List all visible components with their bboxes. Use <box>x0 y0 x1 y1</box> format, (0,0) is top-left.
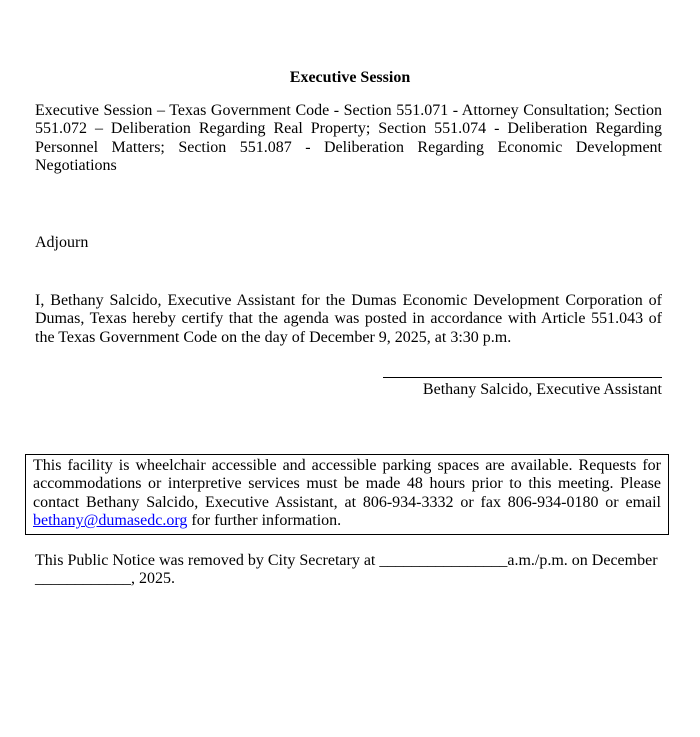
accessibility-notice-box <box>25 454 669 535</box>
accessibility-notice-text-after: for further information. <box>187 512 342 530</box>
page-title: Executive Session <box>289 69 411 86</box>
removal-notice-paragraph <box>35 552 662 589</box>
time-blank-line: ________________ <box>379 552 508 569</box>
removal-notice-text-middle: a.m./p.m. on December <box>507 552 658 569</box>
signature-block <box>383 377 662 399</box>
removal-notice-text: This Public Notice was removed by City Secretary at <box>35 552 380 569</box>
accessibility-notice-text: This facility is wheelchair accessible and accessible parking spaces are available. Requests for accommodations or interpretive services must be made 48 hours prior to this meeting. Please contact Bethany Salcido, Executive Assistant, at 806-934-3332 or fax 806-934-0180 or email <box>33 457 661 511</box>
removal-notice-text-end: , 2025. <box>131 570 175 588</box>
adjourn-heading: Adjourn <box>35 234 89 251</box>
date-blank-line: ____________ <box>35 570 131 588</box>
signature-name-label: Bethany Salcido, Executive Assistant <box>422 381 662 398</box>
email-link[interactable]: bethany@dumasedc.org <box>33 512 188 530</box>
executive-session-paragraph: Executive Session – Texas Government Code - Section 551.071 - Attorney Consultation; Section 551.072 – Deliberation Regarding Real Property; Section 551.074 - Deliberation Regarding Personnel Matters; Section 551.087 - Deliberation Regarding Economic Development Negotiations <box>35 102 662 175</box>
certification-paragraph: I, Bethany Salcido, Executive Assistant for the Dumas Economic Development Corporation of Dumas, Texas hereby certify that the agenda was posted in accordance with Article 551.043 of the Texas Government Code on the day of December 9, 2025, at 3:30 p.m. <box>35 292 662 346</box>
